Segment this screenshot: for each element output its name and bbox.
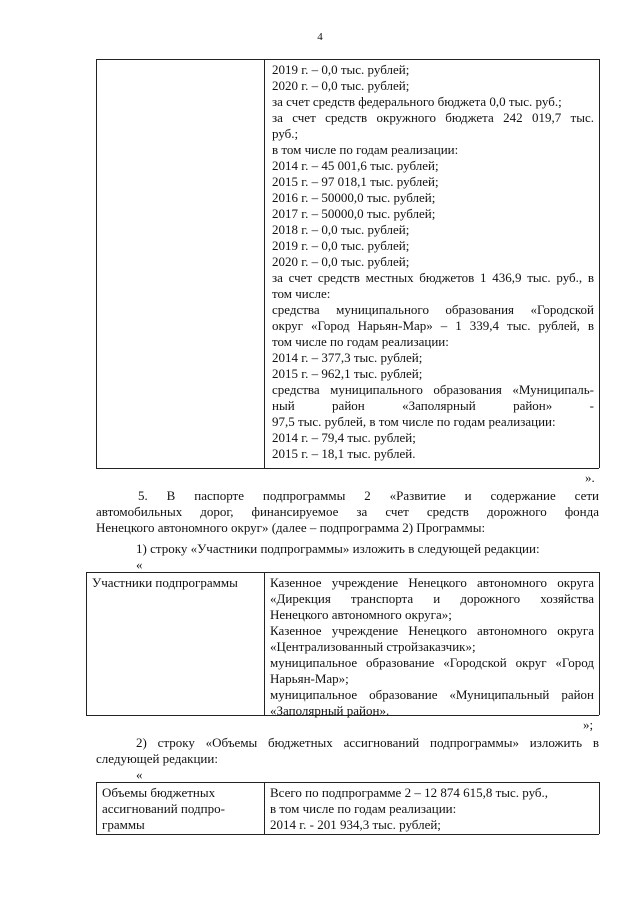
table-row: 2014 г. – 79,4 тыс. рублей;	[272, 430, 416, 445]
table-row: муниципальное образование «Муниципальный район	[270, 687, 594, 702]
table-row: 2015 г. – 97 018,1 тыс. рублей;	[272, 174, 439, 189]
table-row: 2019 г. – 0,0 тыс. рублей;	[272, 62, 410, 77]
table-row: Всего по подпрограмме 2 – 12 874 615,8 тыс. руб.,	[270, 785, 549, 800]
table-row: 2020 г. – 0,0 тыс. рублей;	[272, 78, 410, 93]
table-row: в том числе по годам реализации:	[272, 142, 459, 157]
participants-cell	[270, 575, 594, 719]
table-row: средства муниципального образования «Муниципаль-	[272, 382, 594, 397]
table-row: за счет средств местных бюджетов 1 436,9 тыс. руб., в	[272, 270, 594, 285]
item-1-text: 1) строку «Участники подпрограммы» изложить в следующей редакции:	[136, 541, 540, 556]
budget-cell	[270, 785, 594, 833]
table-row: в том числе по годам реализации:	[270, 801, 457, 816]
table-row: 2019 г. – 0,0 тыс. рублей;	[272, 238, 410, 253]
table-row: за счет средств окружного бюджета 242 019,7 тыс.	[272, 110, 594, 125]
table-row: 2014 г. – 45 001,6 тыс. рублей;	[272, 158, 439, 173]
table-row: 2016 г. – 50000,0 тыс. рублей;	[272, 190, 436, 205]
table-row: 2015 г. – 962,1 тыс. рублей;	[272, 366, 423, 381]
table-row: Ненецкого автономного округа»;	[270, 607, 452, 622]
table-row: том числе:	[272, 286, 331, 301]
table-row: 2018 г. – 0,0 тыс. рублей;	[272, 222, 410, 237]
closing-quote: »;	[583, 717, 594, 732]
table-row: Нарьян-Мар»;	[270, 671, 349, 686]
table-row: за счет средств федерального бюджета 0,0 тыс. руб.;	[272, 94, 562, 109]
table-row: 97,5 тыс. рублей, в том числе по годам реализации:	[272, 414, 556, 429]
table-row: округ «Город Нарьян-Мар» – 1 339,4 тыс. рублей, в	[272, 318, 594, 333]
budget-label: Объемы бюджетных ассигнований подпро- граммы	[102, 785, 225, 832]
table-row: Казенное учреждение Ненецкого автономного округа	[270, 575, 594, 590]
table-row: «Заполярный район».	[270, 703, 390, 718]
table-row: 2014 г. – 377,3 тыс. рублей;	[272, 350, 423, 365]
funding-table-cell	[272, 62, 594, 462]
table-row: средства муниципального образования «Городской	[272, 302, 594, 317]
opening-quote: «	[136, 557, 143, 572]
table-row: Казенное учреждение Ненецкого автономного округа	[270, 623, 594, 638]
table-row: 2015 г. – 18,1 тыс. рублей.	[272, 446, 416, 461]
table-row: «Централизованный стройзаказчик»;	[270, 639, 476, 654]
table-row: ный район «Заполярный район» -	[272, 398, 594, 413]
table-row: том числе по годам реализации:	[272, 334, 449, 349]
table-row: «Дирекция транспорта и дорожного хозяйства	[270, 591, 594, 606]
table-row: 2020 г. – 0,0 тыс. рублей;	[272, 254, 410, 269]
paragraph-line: автомобильных дорог, финансируемое за счет средств дорожного фонда	[96, 504, 599, 519]
table-row: руб.;	[272, 126, 299, 141]
paragraph-line: Ненецкого автономного округ» (далее – подпрограмма 2) Программы:	[96, 520, 486, 535]
table-row: 2014 г. - 201 934,3 тыс. рублей;	[270, 817, 441, 832]
paragraph-line: следующей редакции:	[96, 751, 218, 766]
participants-label: Участники подпрограммы	[92, 575, 238, 590]
paragraph-line: 2) строку «Объемы бюджетных ассигнований подпрограммы» изложить в	[136, 735, 599, 750]
paragraph-line: 5. В паспорте подпрограммы 2 «Развитие и содержание сети	[138, 488, 599, 503]
closing-quote: ».	[585, 470, 595, 485]
page-number: 4	[317, 31, 323, 43]
opening-quote: «	[136, 767, 143, 782]
table-row: муниципальное образование «Городской округ «Город	[270, 655, 594, 670]
table-row: 2017 г. – 50000,0 тыс. рублей;	[272, 206, 436, 221]
item-2-paragraph	[96, 735, 599, 767]
section-5-paragraph	[96, 488, 599, 536]
